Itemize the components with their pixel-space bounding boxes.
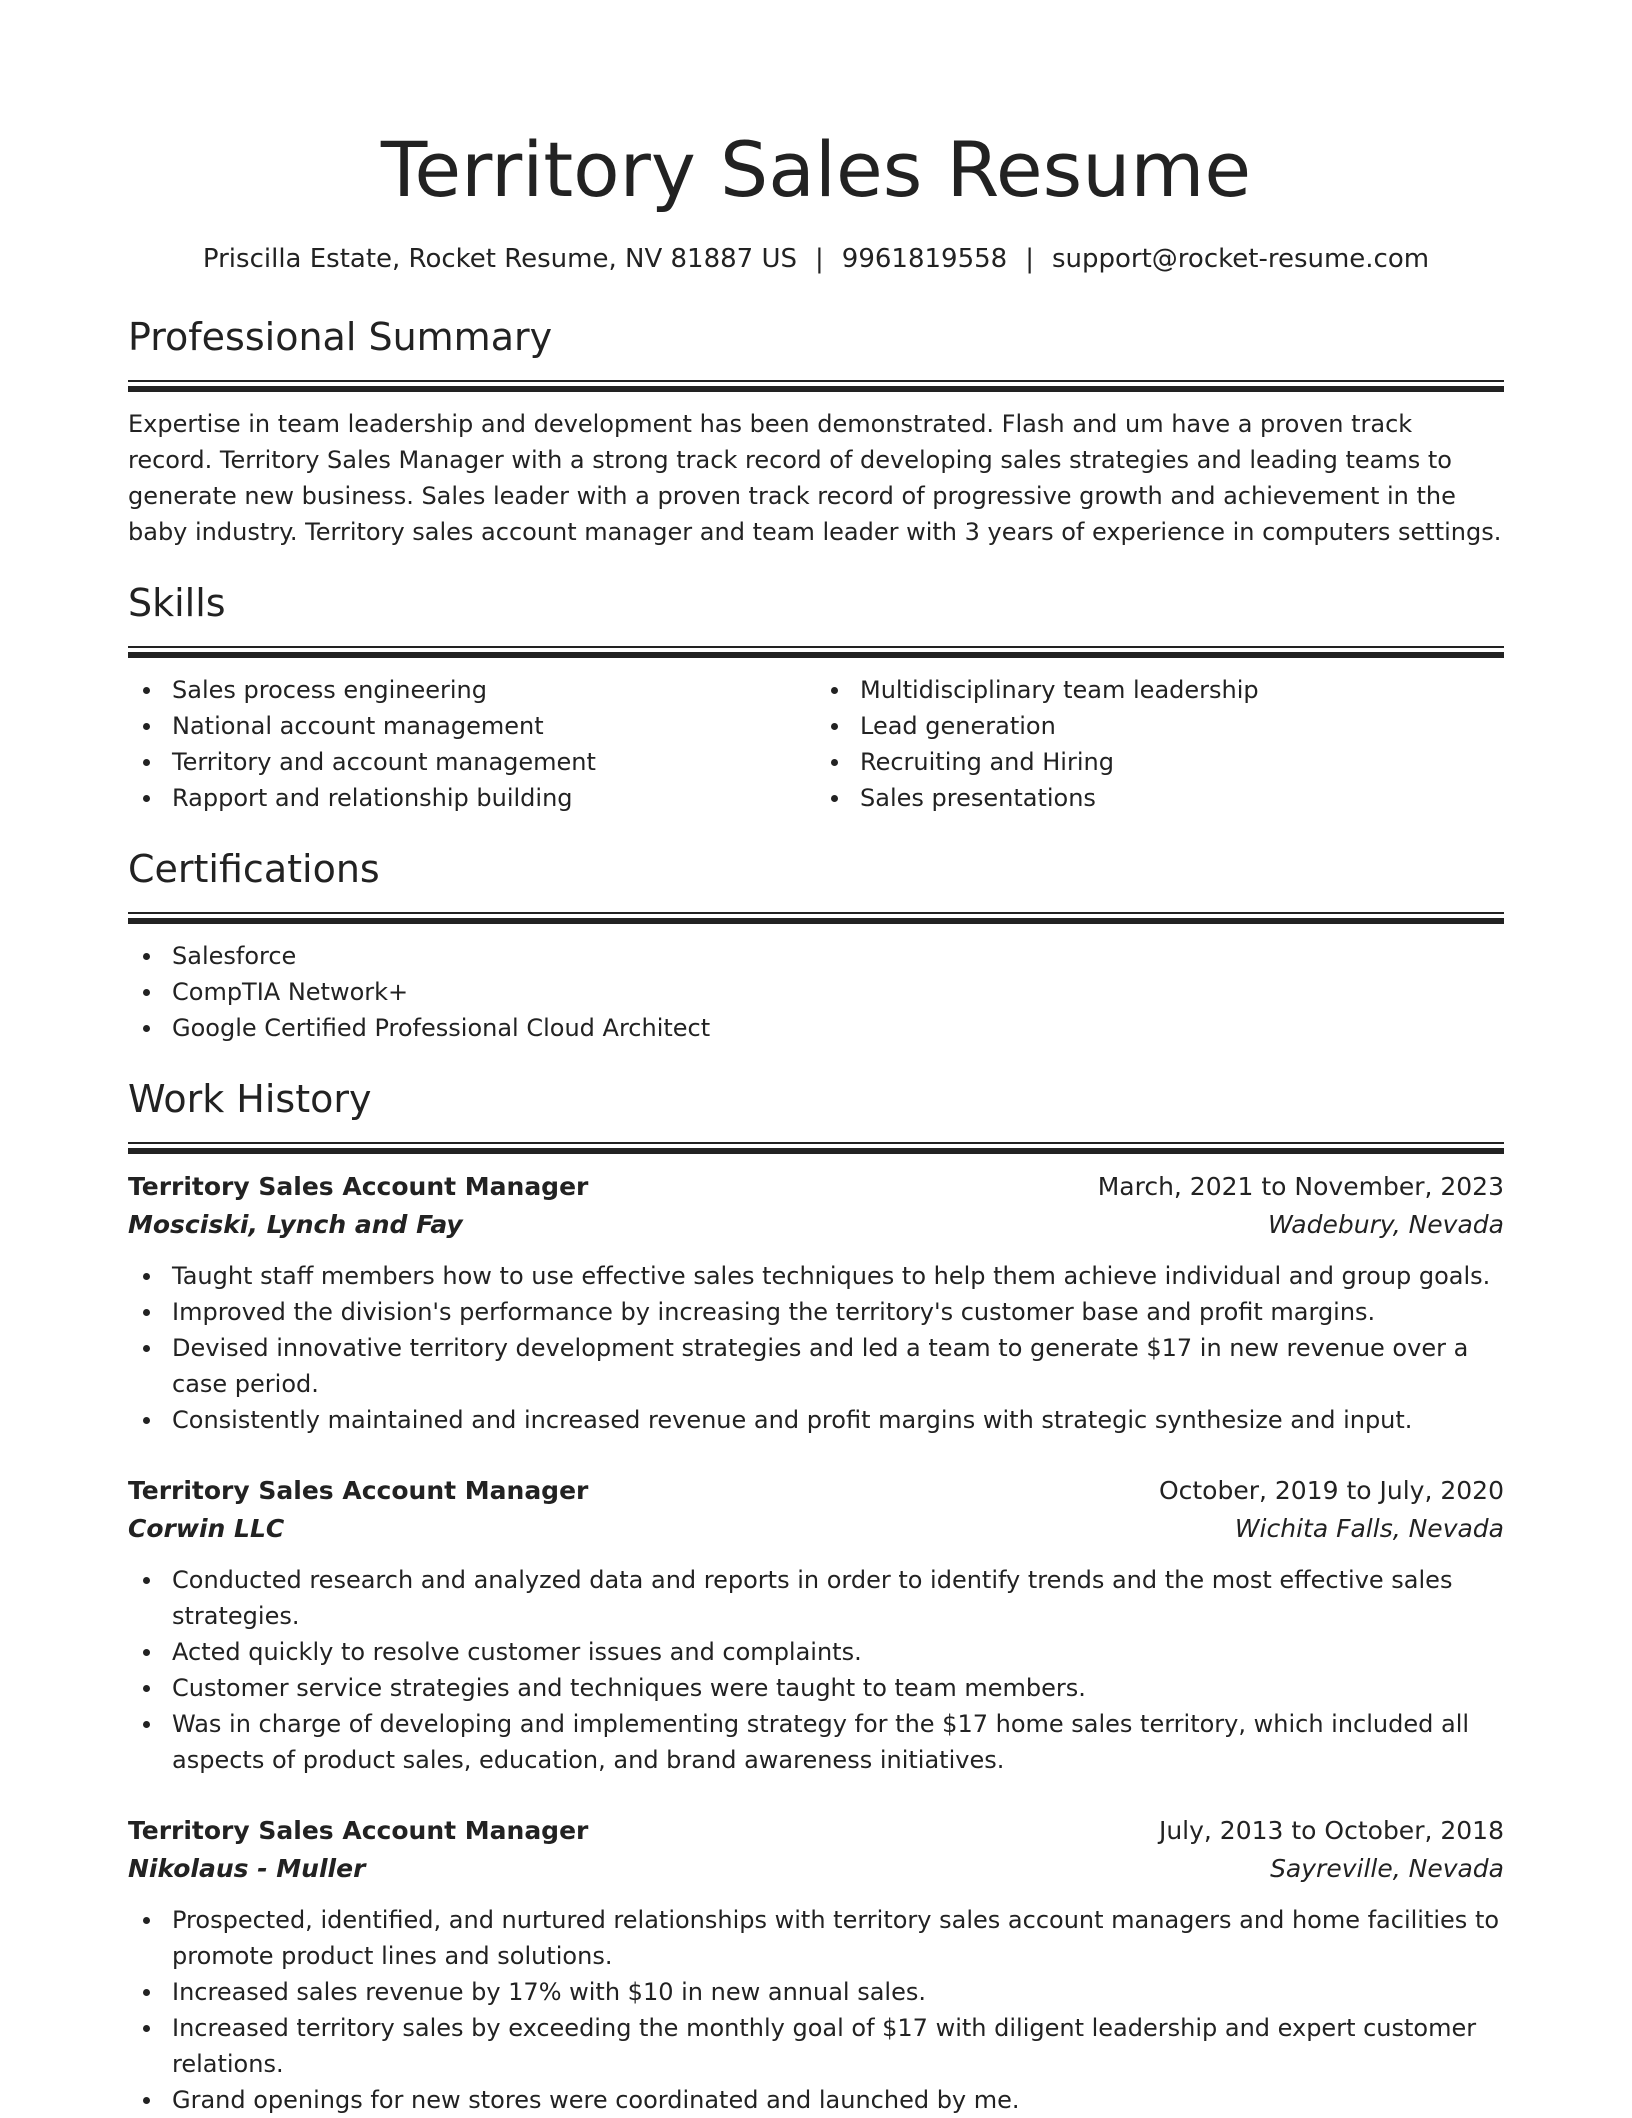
job-location: Sayreville, Nevada (1270, 1854, 1504, 1883)
job-bullet: Conducted research and analyzed data and reports in order to identify trends and the most effective sales strategies. (128, 1562, 1504, 1634)
job-bullet: Improved the division's performance by increasing the territory's customer base and profit margins. (128, 1294, 1504, 1330)
skill-item: Sales presentations (816, 780, 1504, 816)
job-title: Territory Sales Account Manager (128, 1172, 589, 1201)
skill-item: Multidisciplinary team leadership (816, 672, 1504, 708)
contact-separator: | (815, 244, 824, 274)
certifications-section (128, 844, 1504, 1046)
section-heading-certifications: Certifications (128, 847, 380, 891)
certification-item: Google Certified Professional Cloud Architect (128, 1010, 1504, 1046)
job-bullet-list (128, 1258, 1504, 1438)
job-bullet: Devised innovative territory development strategies and led a team to generate $17 in new revenue over a case period. (128, 1330, 1504, 1402)
job-entry (128, 1168, 1504, 1438)
certifications-list (128, 938, 1504, 1046)
job-company: Nikolaus - Muller (128, 1854, 366, 1883)
contact-address: Priscilla Estate, Rocket Resume, NV 81887 US (202, 244, 798, 274)
skill-item: Lead generation (816, 708, 1504, 744)
job-bullet: Increased sales revenue by 17% with $10 in new annual sales. (128, 1974, 1504, 2010)
skill-item: Recruiting and Hiring (816, 744, 1504, 780)
job-header-row (128, 1472, 1504, 1510)
job-dates: October, 2019 to July, 2020 (1158, 1476, 1504, 1505)
job-company: Mosciski, Lynch and Fay (128, 1210, 463, 1239)
section-divider (128, 1142, 1504, 1154)
skill-item: Sales process engineering (128, 672, 816, 708)
contact-email: support@rocket-resume.com (1051, 244, 1430, 274)
skills-grid (128, 672, 1504, 816)
contact-line (128, 242, 1504, 276)
resume-title: Territory Sales Resume (380, 125, 1252, 214)
job-company-row (128, 1510, 1504, 1548)
contact-phone: 9961819558 (841, 244, 1008, 274)
job-header-row (128, 1168, 1504, 1206)
job-title: Territory Sales Account Manager (128, 1816, 589, 1845)
section-heading-skills: Skills (128, 581, 226, 625)
job-location: Wadebury, Nevada (1267, 1210, 1504, 1239)
section-divider (128, 646, 1504, 658)
work-history-section (128, 1074, 1504, 2118)
job-bullet: Prospected, identified, and nurtured relationships with territory sales account managers and home facilities to promote product lines and solutions. (128, 1902, 1504, 1974)
skills-list-right (816, 672, 1504, 816)
section-heading-work-history: Work History (128, 1077, 372, 1121)
job-bullet: Customer service strategies and techniques were taught to team members. (128, 1670, 1504, 1706)
skill-item: Rapport and relationship building (128, 780, 816, 816)
section-heading-summary: Professional Summary (128, 315, 553, 359)
section-divider (128, 380, 1504, 392)
job-bullet-list (128, 1562, 1504, 1778)
job-bullet: Was in charge of developing and implementing strategy for the $17 home sales territory, which included all aspects of product sales, education, and brand awareness initiatives. (128, 1706, 1504, 1778)
job-bullet: Taught staff members how to use effective sales techniques to help them achieve individual and group goals. (128, 1258, 1504, 1294)
job-title: Territory Sales Account Manager (128, 1476, 589, 1505)
job-bullet: Consistently maintained and increased revenue and profit margins with strategic synthesize and input. (128, 1402, 1504, 1438)
section-divider (128, 912, 1504, 924)
job-header-row (128, 1812, 1504, 1850)
contact-separator: | (1025, 244, 1034, 274)
job-entry (128, 1472, 1504, 1778)
job-bullet: Grand openings for new stores were coordinated and launched by me. (128, 2082, 1504, 2118)
job-location: Wichita Falls, Nevada (1234, 1514, 1504, 1543)
skill-item: National account management (128, 708, 816, 744)
certification-item: CompTIA Network+ (128, 974, 1504, 1010)
summary-section (128, 312, 1504, 550)
job-company-row (128, 1206, 1504, 1244)
skills-section (128, 578, 1504, 816)
job-bullet-list (128, 1902, 1504, 2118)
job-entry (128, 1812, 1504, 2118)
job-bullet: Acted quickly to resolve customer issues and complaints. (128, 1634, 1504, 1670)
job-company-row (128, 1850, 1504, 1888)
skill-item: Territory and account management (128, 744, 816, 780)
skills-list-left (128, 672, 816, 816)
job-dates: March, 2021 to November, 2023 (1097, 1172, 1504, 1201)
job-dates: July, 2013 to October, 2018 (1158, 1816, 1504, 1845)
summary-text: Expertise in team leadership and development has been demonstrated. Flash and um have a proven track record. Territory Sales Manager with a strong track record of developing sales strategies and leading teams to generate new business. Sales leader with a proven track record of progressive growth and achievement in the baby industry. Territory sales account manager and team leader with 3 years of experience in computers settings. (128, 410, 1502, 546)
certification-item: Salesforce (128, 938, 1504, 974)
job-company: Corwin LLC (128, 1514, 285, 1543)
job-bullet: Increased territory sales by exceeding the monthly goal of $17 with diligent leadership and expert customer relations. (128, 2010, 1504, 2082)
